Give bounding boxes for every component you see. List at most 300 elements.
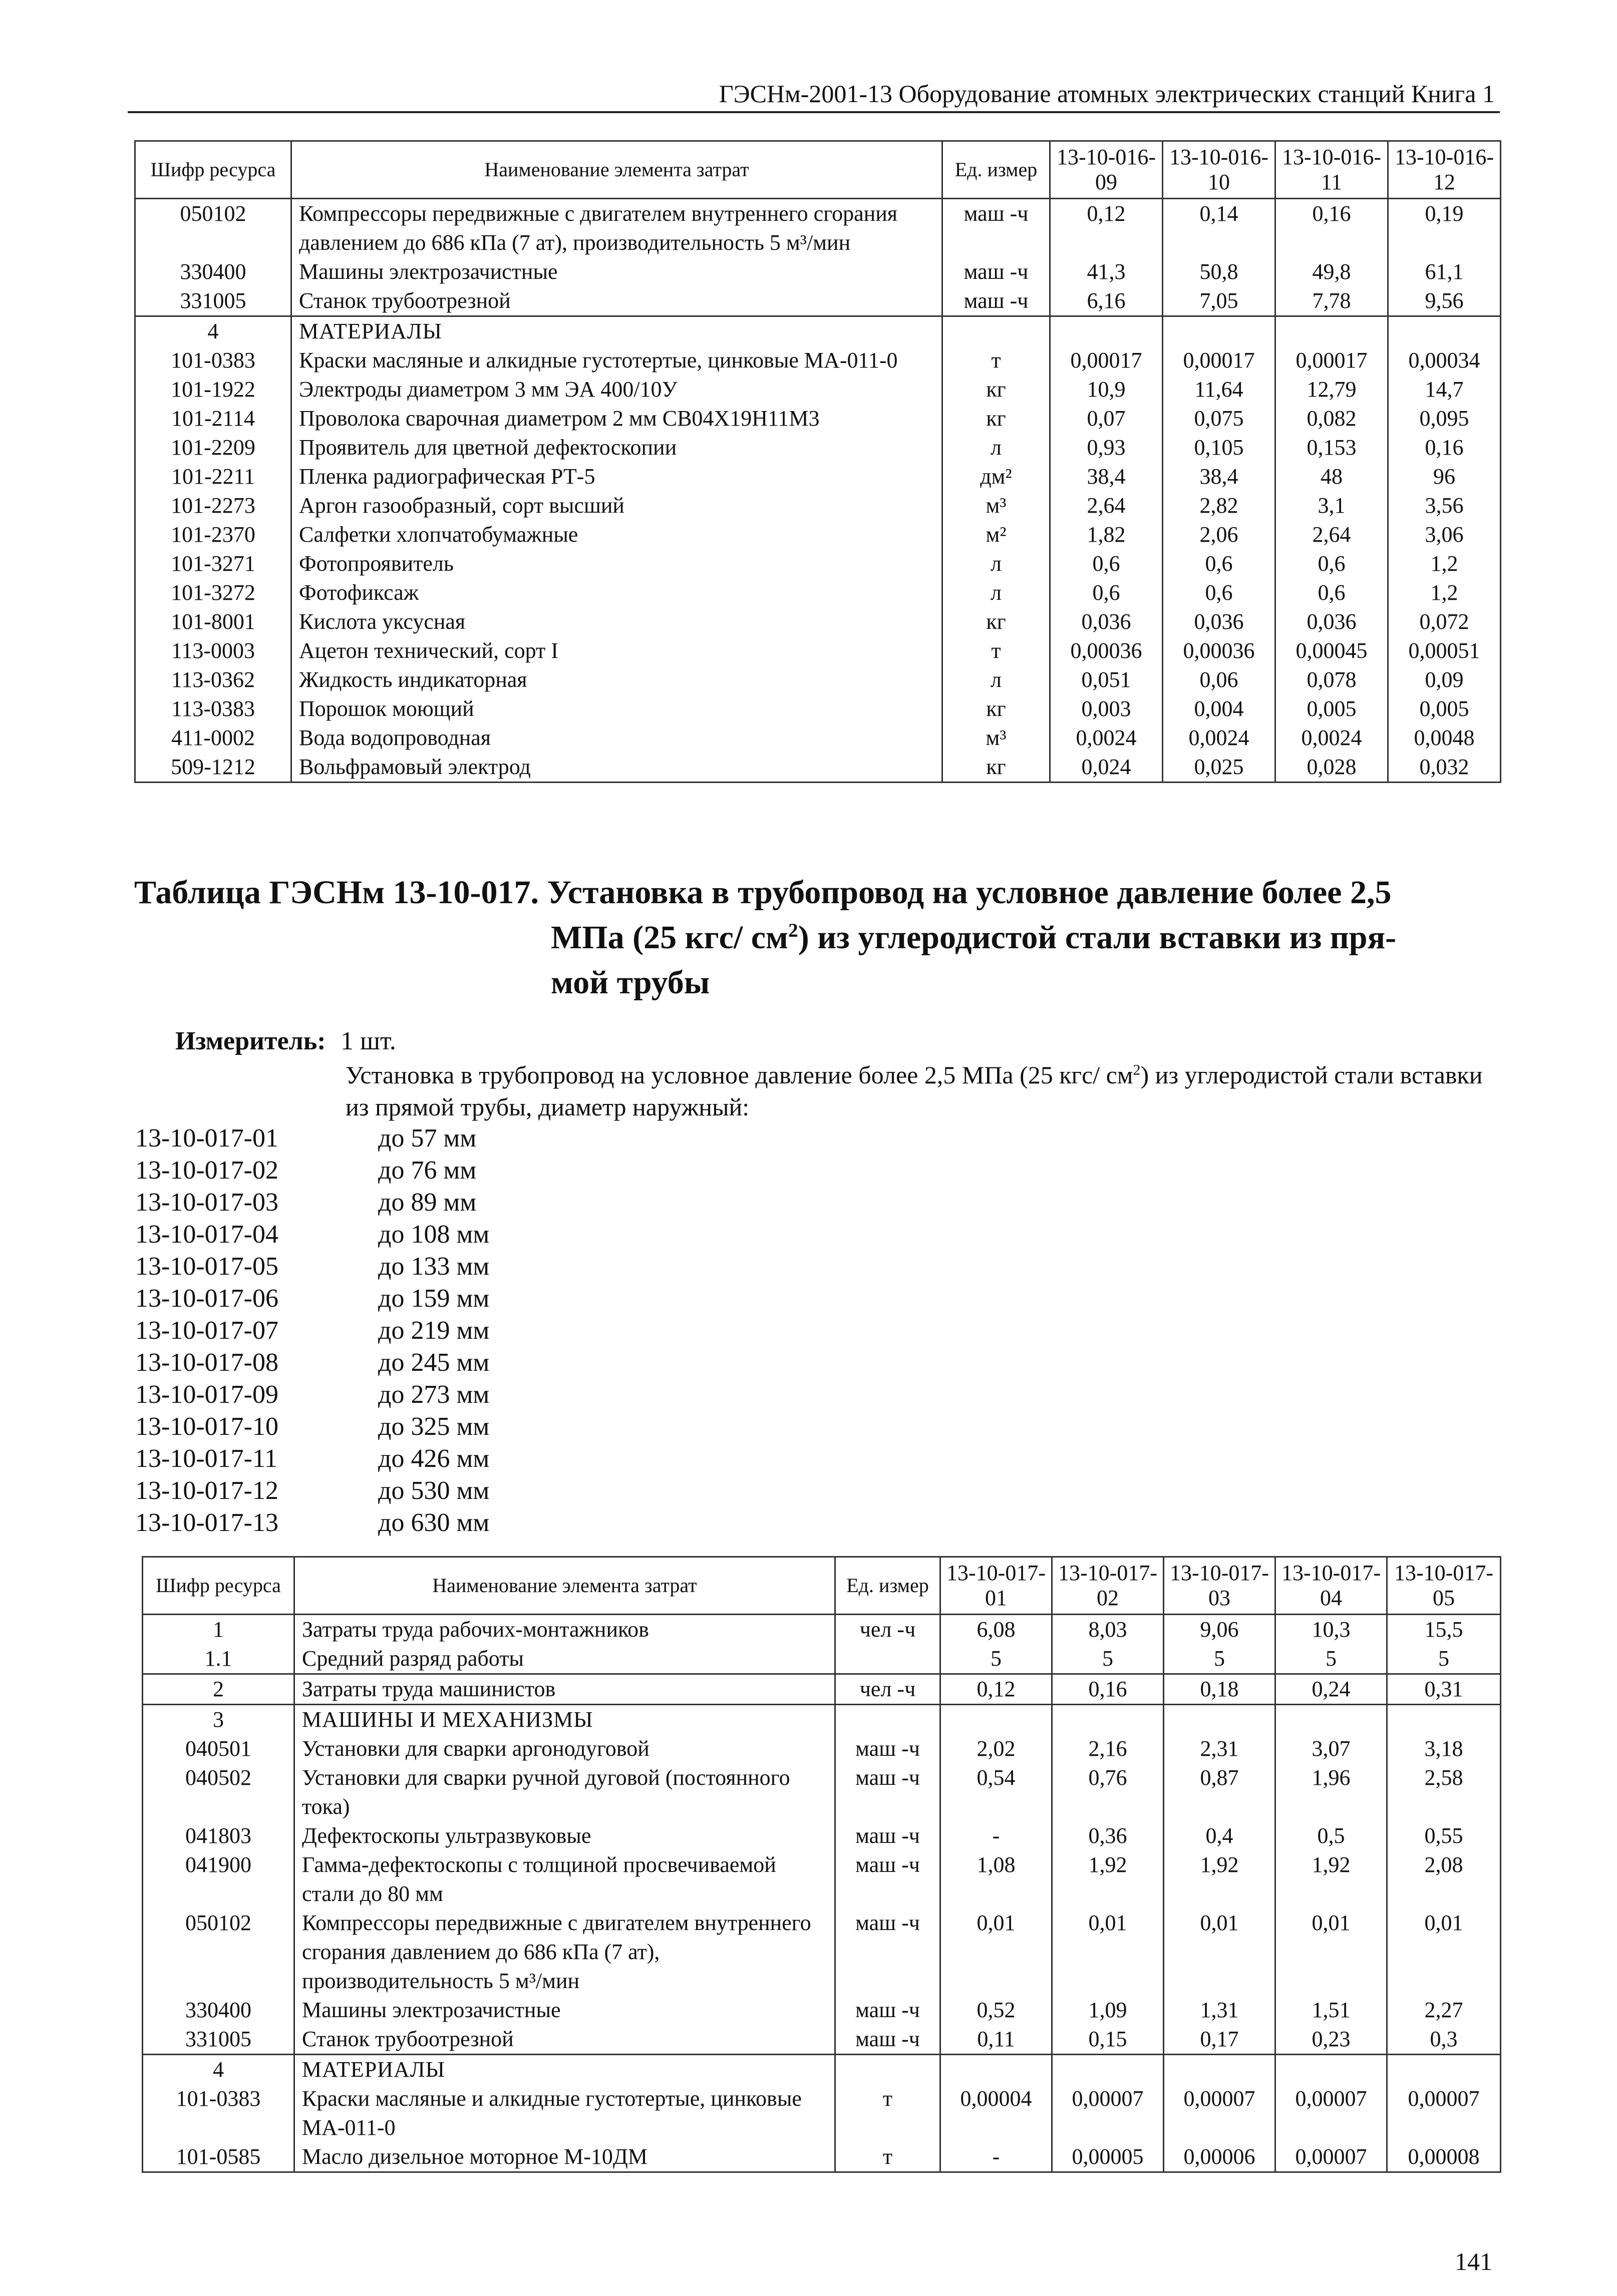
resource-value: 0,0024: [1163, 723, 1275, 752]
resource-value: 0,31: [1387, 1674, 1501, 1705]
resource-value: 0,87: [1164, 1763, 1275, 1821]
table-title-line1: Таблица ГЭСНм 13-10-017. Установка в трубопровод на условное давление более 2,5: [134, 874, 1392, 911]
resource-value: 2,64: [1275, 520, 1388, 549]
resource-code: 101-3271: [135, 549, 291, 578]
resource-unit: л: [942, 433, 1050, 462]
resource-value: [1163, 316, 1275, 346]
resource-value: 0,00017: [1275, 346, 1388, 375]
resource-value: 0,0024: [1275, 723, 1388, 752]
resource-value: 0,23: [1275, 2025, 1387, 2055]
table-row: [135, 491, 1501, 520]
resource-value: 0,028: [1275, 752, 1388, 783]
meter-value: 1 шт.: [341, 1027, 396, 1055]
header-name: Наименование элемента затрат: [294, 1557, 835, 1615]
resource-value: 0,52: [940, 1996, 1052, 2025]
resource-name: Компрессоры передвижные с двигателем внутреннего сгорания давлением до 686 кПа (7 ат), производительность 5 м³/мин: [291, 199, 942, 258]
variant-diameter: до 89 мм: [378, 1188, 477, 1217]
variant-diameter: до 57 мм: [378, 1124, 477, 1153]
resource-value: [1052, 2055, 1164, 2085]
resource-name: МАТЕРИАЛЫ: [294, 2055, 835, 2085]
resource-name: Кислота уксусная: [291, 607, 942, 636]
resource-name: Станок трубоотрезной: [291, 286, 942, 316]
resource-name: Электроды диаметром 3 мм ЭА 400/10У: [291, 375, 942, 404]
resource-value: 0,07: [1050, 404, 1163, 433]
resource-value: 3,07: [1275, 1734, 1387, 1763]
table-row: [135, 578, 1501, 607]
resource-value: 0,0024: [1050, 723, 1163, 752]
resource-value: 0,00036: [1163, 636, 1275, 665]
resource-value: 0,00007: [1164, 2084, 1275, 2142]
resource-value: 41,3: [1050, 257, 1163, 286]
resource-value: [1388, 316, 1501, 346]
resource-unit: [835, 1705, 940, 1735]
resource-code: 101-2273: [135, 491, 291, 520]
table-row: [135, 607, 1501, 636]
resource-value: 0,00017: [1163, 346, 1275, 375]
resource-unit: м²: [942, 520, 1050, 549]
table-row: [135, 549, 1501, 578]
resource-value: 0,4: [1164, 1821, 1275, 1850]
table-row: [135, 636, 1501, 665]
resource-unit: кг: [942, 607, 1050, 636]
header-unit: Ед. измер: [942, 141, 1050, 199]
resource-unit: маш -ч: [835, 1734, 940, 1763]
resource-value: 5: [1275, 1644, 1387, 1674]
resource-code: 050102: [143, 1908, 294, 1996]
resource-value: 7,78: [1275, 286, 1388, 316]
header-unit: Ед. измер: [835, 1557, 940, 1615]
resource-value: 5: [1387, 1644, 1501, 1674]
resource-value: 0,153: [1275, 433, 1388, 462]
resource-value: 15,5: [1387, 1615, 1501, 1645]
variant-code: 13-10-017-10: [135, 1412, 278, 1441]
resource-value: 6,08: [940, 1615, 1052, 1645]
resource-value: 0,032: [1388, 752, 1501, 783]
table-row: [143, 1734, 1501, 1763]
resource-value: 0,16: [1388, 433, 1501, 462]
variant-diameter: до 76 мм: [378, 1156, 477, 1185]
variant-diameter: до 219 мм: [378, 1316, 490, 1345]
resource-value: 0,01: [1275, 1908, 1387, 1996]
resource-name: Вольфрамовый электрод: [291, 752, 942, 783]
resource-unit: маш -ч: [942, 199, 1050, 258]
resource-value: 0,01: [1387, 1908, 1501, 1996]
resource-value: 0,00051: [1388, 636, 1501, 665]
resource-code: 330400: [135, 257, 291, 286]
header-code: Шифр ресурса: [143, 1557, 294, 1615]
resource-code: 101-0383: [143, 2084, 294, 2142]
resource-code: 101-8001: [135, 607, 291, 636]
resource-name: Салфетки хлопчатобумажные: [291, 520, 942, 549]
table-row: [143, 2025, 1501, 2055]
resource-value: 11,64: [1163, 375, 1275, 404]
resource-name: МАТЕРИАЛЫ: [291, 316, 942, 346]
table-body: [143, 1615, 1501, 2172]
resource-unit: кг: [942, 375, 1050, 404]
table-row: [135, 257, 1501, 286]
page-number: 141: [1455, 2247, 1492, 2275]
variant-diameter: до 245 мм: [378, 1348, 490, 1377]
table-row: [135, 404, 1501, 433]
resource-value: 0,095: [1388, 404, 1501, 433]
resource-value: 2,31: [1164, 1734, 1275, 1763]
resource-name: Машины электрозачистные: [291, 257, 942, 286]
resource-value: 0,00007: [1052, 2084, 1164, 2142]
resource-value: -: [940, 2142, 1052, 2172]
resource-value: 0,55: [1387, 1821, 1501, 1850]
table-row: [135, 694, 1501, 723]
variant-diameter: до 133 мм: [378, 1252, 490, 1281]
resource-code: 101-2211: [135, 462, 291, 491]
table-row: [143, 1821, 1501, 1850]
table-body: [135, 199, 1501, 783]
resource-value: 0,6: [1163, 578, 1275, 607]
resource-code: 331005: [135, 286, 291, 316]
resource-value: 2,64: [1050, 491, 1163, 520]
resource-name: Проволока сварочная диаметром 2 мм СВ04Х19Н11М3: [291, 404, 942, 433]
header-rule: [128, 111, 1500, 113]
resource-unit: м³: [942, 723, 1050, 752]
resource-value: 1,92: [1052, 1850, 1164, 1908]
resource-name: Станок трубоотрезной: [294, 2025, 835, 2055]
table-row: [135, 752, 1501, 783]
resource-value: 0,003: [1050, 694, 1163, 723]
header-code: Шифр ресурса: [135, 141, 291, 199]
resource-value: 0,6: [1050, 549, 1163, 578]
variant-diameter: до 530 мм: [378, 1476, 490, 1505]
resource-name: Аргон газообразный, сорт высший: [291, 491, 942, 520]
resource-value: 0,00045: [1275, 636, 1388, 665]
resource-value: 0,00007: [1275, 2084, 1387, 2142]
resource-value: 3,18: [1387, 1734, 1501, 1763]
resource-table-017: [142, 1556, 1501, 2173]
table-row: [143, 1908, 1501, 1996]
variant-code: 13-10-017-05: [135, 1252, 278, 1281]
header-col: 13-10-017-01: [940, 1557, 1052, 1615]
variant-code: 13-10-017-01: [135, 1124, 278, 1153]
variant-diameter: до 426 мм: [378, 1444, 490, 1473]
resource-value: 48: [1275, 462, 1388, 491]
resource-value: 5: [1164, 1644, 1275, 1674]
variant-diameter: до 108 мм: [378, 1220, 490, 1249]
table-row: [143, 1644, 1501, 1674]
resource-value: [1275, 2055, 1387, 2085]
resource-value: 3,56: [1388, 491, 1501, 520]
resource-value: 61,1: [1388, 257, 1501, 286]
resource-value: 0,16: [1275, 199, 1388, 258]
resource-value: 2,16: [1052, 1734, 1164, 1763]
resource-name: Вода водопроводная: [291, 723, 942, 752]
resource-unit: дм²: [942, 462, 1050, 491]
resource-name: Масло дизельное моторное М-10ДМ: [294, 2142, 835, 2172]
table-row: [135, 375, 1501, 404]
header-col: 13-10-016-11: [1275, 141, 1388, 199]
resource-value: [1275, 316, 1388, 346]
resource-unit: т: [835, 2084, 940, 2142]
resource-value: 2,27: [1387, 1996, 1501, 2025]
resource-unit: кг: [942, 694, 1050, 723]
resource-unit: л: [942, 665, 1050, 694]
resource-value: 5: [940, 1644, 1052, 1674]
resource-value: 0,005: [1275, 694, 1388, 723]
resource-value: 0,01: [1052, 1908, 1164, 1996]
resource-value: 0,036: [1050, 607, 1163, 636]
table-title-line3: мой трубы: [551, 964, 710, 1001]
resource-name: Установки для сварки ручной дуговой (постоянного тока): [294, 1763, 835, 1821]
variant-code: 13-10-017-11: [135, 1444, 278, 1473]
variant-code: 13-10-017-04: [135, 1220, 278, 1249]
table-row: [135, 723, 1501, 752]
table-row: [143, 1615, 1501, 1645]
table-row: [143, 1674, 1501, 1705]
resource-value: 1,82: [1050, 520, 1163, 549]
resource-unit: л: [942, 549, 1050, 578]
variant-diameter: до 273 мм: [378, 1380, 490, 1409]
variant-code: 13-10-017-06: [135, 1284, 278, 1313]
resource-value: 0,24: [1275, 1674, 1387, 1705]
resource-value: 0,18: [1164, 1674, 1275, 1705]
resource-code: 330400: [143, 1996, 294, 2025]
resource-name: Затраты труда рабочих-монтажников: [294, 1615, 835, 1645]
resource-value: 0,004: [1163, 694, 1275, 723]
resource-value: 9,56: [1388, 286, 1501, 316]
header-name: Наименование элемента затрат: [291, 141, 942, 199]
resource-code: 101-2370: [135, 520, 291, 549]
resource-unit: маш -ч: [942, 286, 1050, 316]
resource-value: 5: [1052, 1644, 1164, 1674]
resource-value: [1164, 1705, 1275, 1735]
resource-name: Краски масляные и алкидные густотертые, цинковые МА-011-0: [291, 346, 942, 375]
resource-value: 0,16: [1052, 1674, 1164, 1705]
resource-value: 0,01: [1164, 1908, 1275, 1996]
section-row: [143, 2055, 1501, 2085]
resource-value: 14,7: [1388, 375, 1501, 404]
resource-value: 1,09: [1052, 1996, 1164, 2025]
resource-value: 0,11: [940, 2025, 1052, 2055]
resource-value: 0,00034: [1388, 346, 1501, 375]
resource-value: 0,01: [940, 1908, 1052, 1996]
resource-value: 0,12: [940, 1674, 1052, 1705]
resource-value: 0,078: [1275, 665, 1388, 694]
resource-name: МАШИНЫ И МЕХАНИЗМЫ: [294, 1705, 835, 1735]
resource-value: 0,036: [1163, 607, 1275, 636]
resource-name: Ацетон технический, сорт I: [291, 636, 942, 665]
running-header: ГЭСНм-2001-13 Оборудование атомных электрических станций Книга 1: [719, 80, 1495, 108]
resource-code: 101-2209: [135, 433, 291, 462]
resource-value: -: [940, 1821, 1052, 1850]
resource-value: 2,08: [1387, 1850, 1501, 1908]
resource-code: 113-0383: [135, 694, 291, 723]
resource-unit: маш -ч: [942, 257, 1050, 286]
resource-unit: кг: [942, 404, 1050, 433]
resource-value: [1387, 1705, 1501, 1735]
variant-diameter: до 159 мм: [378, 1284, 490, 1313]
table-row: [143, 1996, 1501, 2025]
resource-value: 3,06: [1388, 520, 1501, 549]
resource-code: 411-0002: [135, 723, 291, 752]
resource-code: 4: [135, 316, 291, 346]
resource-unit: т: [835, 2142, 940, 2172]
resource-value: 50,8: [1163, 257, 1275, 286]
resource-value: 7,05: [1163, 286, 1275, 316]
resource-code: 113-0362: [135, 665, 291, 694]
resource-unit: маш -ч: [835, 1996, 940, 2025]
resource-name: Средний разряд работы: [294, 1644, 835, 1674]
resource-code: 040501: [143, 1734, 294, 1763]
table-row: [135, 520, 1501, 549]
resource-name: Затраты труда машинистов: [294, 1674, 835, 1705]
resource-value: 38,4: [1050, 462, 1163, 491]
resource-value: 1,31: [1164, 1996, 1275, 2025]
header-col: 13-10-017-04: [1275, 1557, 1387, 1615]
section-row: [143, 1705, 1501, 1735]
resource-code: 331005: [143, 2025, 294, 2055]
resource-value: 10,9: [1050, 375, 1163, 404]
resource-value: 0,36: [1052, 1821, 1164, 1850]
variant-code: 13-10-017-07: [135, 1316, 278, 1345]
work-description: Установка в трубопровод на условное давление более 2,5 МПа (25 кгс/ $см^2$) из углеродистой стали вставки из прямой трубы, диаметр наружный:: [346, 1061, 1483, 1121]
resource-code: 040502: [143, 1763, 294, 1821]
resource-value: 0,6: [1163, 549, 1275, 578]
resource-code: 041900: [143, 1850, 294, 1908]
header-col: 13-10-016-09: [1050, 141, 1163, 199]
header-col: 13-10-016-10: [1163, 141, 1275, 199]
resource-value: 6,16: [1050, 286, 1163, 316]
resource-value: 1,2: [1388, 578, 1501, 607]
resource-name: Дефектоскопы ультразвуковые: [294, 1821, 835, 1850]
table-title-line2: МПа (25 кгс/ $см^2$) из углеродистой стали вставки из пря-: [551, 919, 1397, 956]
resource-value: 0,3: [1387, 2025, 1501, 2055]
resource-unit: л: [942, 578, 1050, 607]
resource-value: 1,92: [1275, 1850, 1387, 1908]
resource-value: 0,036: [1275, 607, 1388, 636]
header-col: 13-10-016-12: [1388, 141, 1501, 199]
resource-code: 101-0585: [143, 2142, 294, 2172]
resource-value: 0,00004: [940, 2084, 1052, 2142]
resource-value: 0,17: [1164, 2025, 1275, 2055]
table-row: [135, 462, 1501, 491]
resource-value: 0,00006: [1164, 2142, 1275, 2172]
resource-value: 0,005: [1388, 694, 1501, 723]
table-row: [135, 346, 1501, 375]
resource-value: 0,00007: [1387, 2084, 1501, 2142]
resource-value: [1387, 2055, 1501, 2085]
resource-value: 0,0048: [1388, 723, 1501, 752]
table-header-row: [135, 141, 1501, 199]
resource-value: 0,93: [1050, 433, 1163, 462]
resource-value: 1,2: [1388, 549, 1501, 578]
resource-value: 0,024: [1050, 752, 1163, 783]
resource-unit: [835, 2055, 940, 2085]
resource-name: Фотофиксаж: [291, 578, 942, 607]
header-col: 13-10-017-05: [1387, 1557, 1501, 1615]
resource-value: 1,51: [1275, 1996, 1387, 2025]
table-row: [135, 665, 1501, 694]
resource-value: 2,58: [1387, 1763, 1501, 1821]
resource-value: 0,5: [1275, 1821, 1387, 1850]
resource-unit: кг: [942, 752, 1050, 783]
resource-code: 041803: [143, 1821, 294, 1850]
header-col: 13-10-017-03: [1164, 1557, 1275, 1615]
section-row: [135, 316, 1501, 346]
resource-unit: [942, 316, 1050, 346]
resource-value: 1,96: [1275, 1763, 1387, 1821]
resource-code: 1: [143, 1615, 294, 1645]
resource-value: 0,06: [1163, 665, 1275, 694]
resource-unit: чел -ч: [835, 1615, 940, 1645]
resource-value: 1,92: [1164, 1850, 1275, 1908]
resource-name: Гамма-дефектоскопы с толщиной просвечиваемой стали до 80 мм: [294, 1850, 835, 1908]
variant-diameter: до 630 мм: [378, 1508, 490, 1537]
table-row: [143, 2084, 1501, 2142]
variant-code: 13-10-017-08: [135, 1348, 278, 1377]
header-col: 13-10-017-02: [1052, 1557, 1164, 1615]
resource-name: Фотопроявитель: [291, 549, 942, 578]
resource-code: 101-3272: [135, 578, 291, 607]
resource-value: 0,00017: [1050, 346, 1163, 375]
resource-value: 0,54: [940, 1763, 1052, 1821]
resource-name: Краски масляные и алкидные густотертые, цинковые МА-011-0: [294, 2084, 835, 2142]
resource-value: [1052, 1705, 1164, 1735]
resource-value: 2,82: [1163, 491, 1275, 520]
resource-value: 38,4: [1163, 462, 1275, 491]
resource-code: 4: [143, 2055, 294, 2085]
resource-code: 113-0003: [135, 636, 291, 665]
table-row: [143, 2142, 1501, 2172]
resource-code: 101-1922: [135, 375, 291, 404]
resource-value: 10,3: [1275, 1615, 1387, 1645]
resource-code: 1.1: [143, 1644, 294, 1674]
resource-unit: маш -ч: [835, 1763, 940, 1821]
resource-value: 96: [1388, 462, 1501, 491]
table-row: [143, 1850, 1501, 1908]
resource-table-016: [134, 140, 1501, 783]
resource-value: 0,6: [1050, 578, 1163, 607]
resource-value: 0,14: [1163, 199, 1275, 258]
resource-unit: маш -ч: [835, 2025, 940, 2055]
variant-code: 13-10-017-03: [135, 1188, 278, 1217]
table-row: [135, 433, 1501, 462]
resource-value: 0,00007: [1275, 2142, 1387, 2172]
resource-value: 0,19: [1388, 199, 1501, 258]
resource-value: 0,082: [1275, 404, 1388, 433]
resource-value: [1050, 316, 1163, 346]
resource-value: 8,03: [1052, 1615, 1164, 1645]
resource-code: 3: [143, 1705, 294, 1735]
resource-unit: т: [942, 636, 1050, 665]
table-header-row: [143, 1557, 1501, 1615]
resource-value: [1275, 1705, 1387, 1735]
resource-value: 0,15: [1052, 2025, 1164, 2055]
resource-unit: маш -ч: [835, 1821, 940, 1850]
resource-value: 1,08: [940, 1850, 1052, 1908]
resource-unit: маш -ч: [835, 1908, 940, 1996]
resource-code: 2: [143, 1674, 294, 1705]
resource-value: 9,06: [1164, 1615, 1275, 1645]
resource-unit: т: [942, 346, 1050, 375]
resource-value: 0,051: [1050, 665, 1163, 694]
resource-value: 0,072: [1388, 607, 1501, 636]
resource-name: Порошок моющий: [291, 694, 942, 723]
resource-unit: м³: [942, 491, 1050, 520]
resource-value: 0,00005: [1052, 2142, 1164, 2172]
resource-name: Проявитель для цветной дефектоскопии: [291, 433, 942, 462]
resource-name: Компрессоры передвижные с двигателем внутреннего сгорания давлением до 686 кПа (7 ат), производительность 5 м³/мин: [294, 1908, 835, 1996]
resource-name: Жидкость индикаторная: [291, 665, 942, 694]
variant-code: 13-10-017-09: [135, 1380, 278, 1409]
resource-code: 101-0383: [135, 346, 291, 375]
resource-value: 49,8: [1275, 257, 1388, 286]
